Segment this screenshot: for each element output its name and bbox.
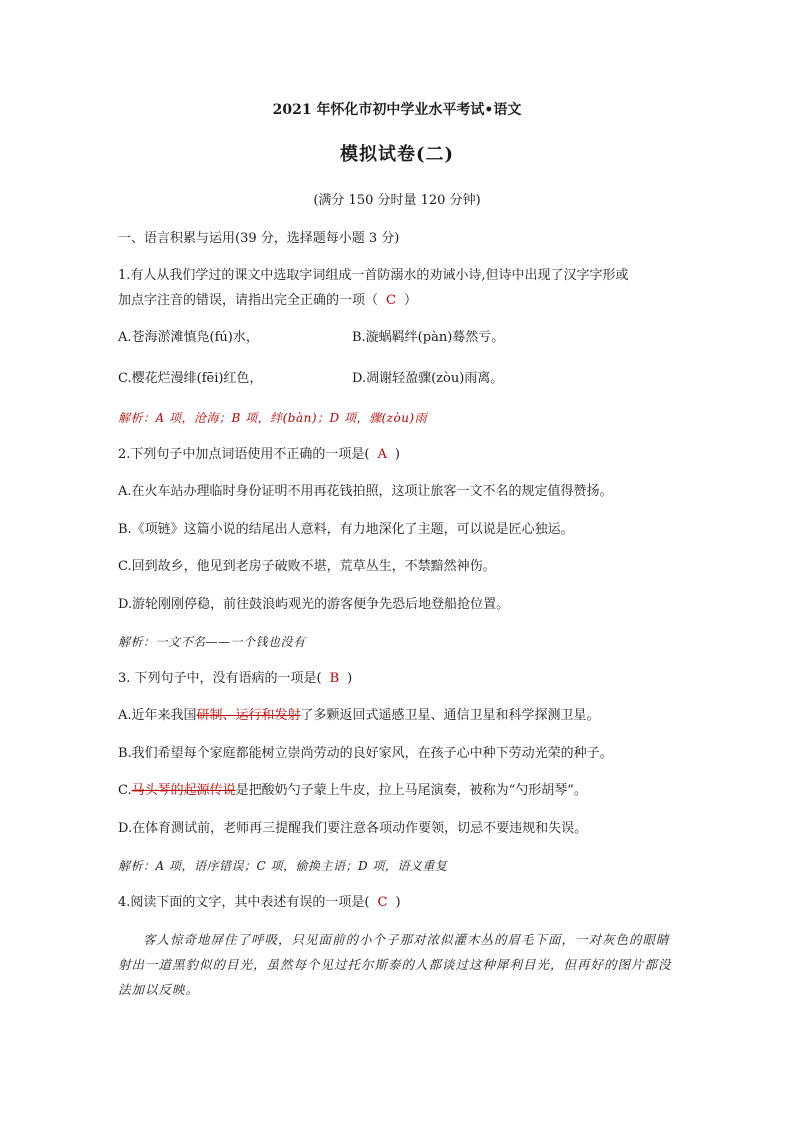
q3-option-c-struck: 马头琴的起源传说	[131, 783, 236, 798]
q3-option-a-pre: A.近年来我国	[118, 708, 197, 723]
q1-explanation-text: 解析：A 项，沧海；B 项，绊(bàn)；D 项，骤(zòu)雨	[118, 411, 428, 425]
q3-stem-text: 3. 下列句子中，没有语病的一项是(	[118, 671, 322, 686]
q4-stem-close: )	[395, 895, 401, 910]
q1-option-d: D.凋谢轻盈骤(zòu)雨离。	[352, 371, 504, 386]
q2-option-d: D.游轮刚刚停稳，前往鼓浪屿观光的游客便争先恐后地登船抢位置。	[118, 597, 510, 612]
q3-option-d: D.在体育测试前，老师再三提醒我们要注意各项动作要领，切忌不要违规和失误。	[118, 821, 588, 836]
q3-option-c	[118, 782, 587, 800]
q3-option-a-struck: 研制、运行和发射	[196, 708, 301, 723]
q1-stem-text: 加点字注音的错误，请指出完全正确的一项（	[118, 293, 379, 308]
q1-option-a: A.苍海淤滩慎凫(fú)水，	[118, 330, 259, 345]
q1-answer: C	[386, 293, 396, 308]
q1-explanation	[118, 409, 427, 427]
q2-option-c: C.回到故乡，他见到老房子破败不堪，荒草丛生，不禁黯然神伤。	[118, 559, 496, 574]
exam-meta: (满分 150 分时量 120 分钟)	[313, 193, 481, 208]
q2-explanation: 解析：一文不名——一个钱也没有	[118, 635, 306, 649]
exam-subtitle: 模拟试卷(二)	[339, 144, 455, 165]
q2-option-a: A.在火车站办理临时身份证明不用再花钱拍照，这项让旅客一文不名的规定值得赞扬。	[118, 484, 613, 499]
q3-option-a	[118, 707, 600, 725]
q3-option-c-pre: C.	[118, 783, 132, 798]
q3-stem-close: )	[347, 671, 353, 686]
q4-passage	[118, 927, 678, 1002]
q2-option-b: B.《项链》这篇小说的结尾出人意料，有力地深化了主题，可以说是匠心独运。	[118, 522, 574, 537]
q1-stem-close: ）	[403, 293, 417, 308]
q2-stem-text: 2.下列句子中加点词语使用不正确的一项是(	[118, 447, 370, 462]
section-heading: 一、语言积累与运用(39 分，选择题每小题 3 分)	[118, 231, 400, 246]
q1-option-c: C.樱花烂漫绯(fēi)红色，	[118, 371, 263, 386]
exam-title: 2021 年怀化市初中学业水平考试•语文	[272, 102, 522, 118]
q2-answer: A	[377, 447, 387, 462]
q3-stem	[118, 670, 352, 688]
q4-passage-text: 客人惊奇地屏住了呼吸，只见面前的小个子那对浓似灌木丛的眉毛下面，一对灰色的眼睛射出一道黑豹似的目光，虽然每个见过托尔斯泰的人都谈过这种犀利目光，但再好的图片都没法加以反映。	[118, 932, 672, 997]
q2-stem	[118, 446, 400, 464]
q3-explanation: 解析：A 项，语序错误；C 项，偷换主语；D 项，语义重复	[118, 859, 448, 873]
q4-answer: C	[377, 895, 388, 910]
q3-option-c-post: 是把酸奶勺子蒙上牛皮，拉上马尾演奏，被称为“勺形胡琴”。	[235, 783, 587, 798]
q4-stem	[118, 894, 401, 912]
q3-option-a-post: 了多颗返回式遥感卫星、通信卫星和科学探测卫星。	[300, 708, 600, 723]
q2-stem-close: )	[394, 447, 400, 462]
q4-stem-text: 4.阅读下面的文字，其中表述有误的一项是(	[118, 895, 370, 910]
q3-option-b: B.我们希望每个家庭都能树立崇尚劳动的良好家风，在孩子心中种下劳动光荣的种子。	[118, 746, 613, 761]
q1-stem-line2	[118, 292, 417, 310]
q3-answer: B	[329, 671, 340, 686]
q1-option-b: B.漩蜗羁绊(pàn)蓦然亏。	[352, 330, 505, 345]
q1-stem-line1: 1.有人从我们学过的课文中选取字词组成一首防溺水的劝诫小诗,但诗中出现了汉字字形或	[118, 268, 629, 283]
